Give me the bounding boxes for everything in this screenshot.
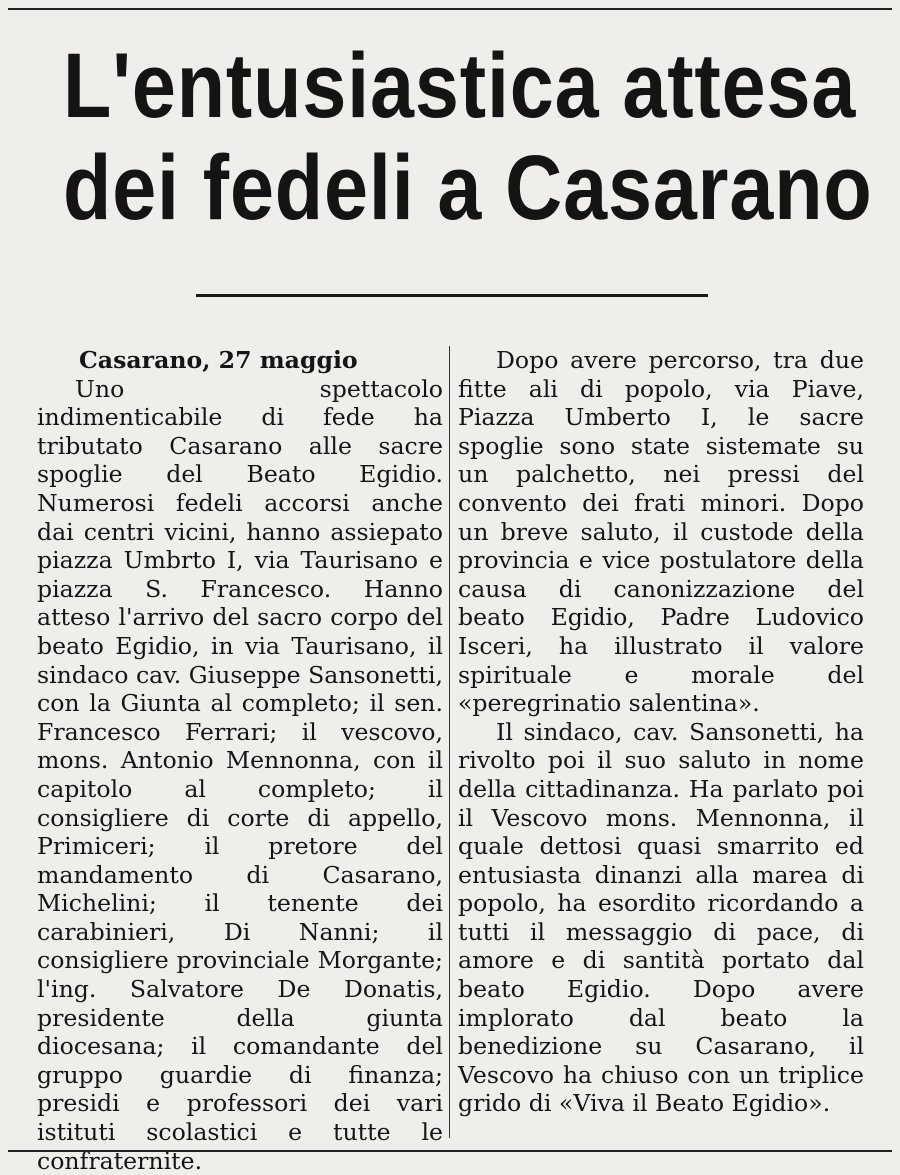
column-divider bbox=[449, 346, 450, 1138]
right-column-paragraph-1: Dopo avere percorso, tra due fitte ali di popolo, via Piave, Piazza Umberto I, le sacre spoglie sono state sistemate su un palchetto, nei pressi del convento dei frati minori. Dopo un breve saluto, il custode della provincia e vice postulatore della causa di canonizzazione del beato Egidio, Padre Ludovico Isceri, ha illustrato il valore spirituale e morale del «peregrinatio salentina». bbox=[458, 346, 864, 718]
right-column bbox=[458, 346, 864, 1118]
article-body bbox=[37, 346, 892, 1175]
headline-underline-rule bbox=[196, 294, 708, 297]
dateline: Casarano, 27 maggio bbox=[79, 346, 358, 374]
bottom-border-rule bbox=[8, 1150, 892, 1152]
top-border-rule bbox=[8, 8, 892, 10]
headline-line-2: dei fedeli a Casarano bbox=[63, 137, 873, 239]
left-column bbox=[37, 346, 443, 1175]
article-headline bbox=[63, 35, 873, 239]
right-column-paragraph-2: Il sindaco, cav. Sansonetti, ha rivolto poi il suo saluto in nome della cittadinanza. Ha parlato poi il Vescovo mons. Mennonna, il quale dettosi quasi smarrito ed entusiasta dinanzi alla marea di popolo, ha esordito ricordando a tutti il messaggio di pace, di amore e di santità portato dal beato Egidio. Dopo avere implorato dal beato la benedizione su Casarano, il Vescovo ha chiuso con un triplice grido di «Viva il Beato Egidio». bbox=[458, 717, 864, 1118]
left-column-paragraph: Uno spettacolo indimenticabile di fede ha tributato Casarano alle sacre spoglie del Beato Egidio. Numerosi fedeli accorsi anche dai centri vicini, hanno assiepato piazza Umbrto I, via Taurisano e piazza S. Francesco. Hanno atteso l'arrivo del sacro corpo del beato Egidio, in via Taurisano, il sindaco cav. Giuseppe Sansonetti, con la Giunta al completo; il sen. Francesco Ferrari; il vescovo, mons. Antonio Mennonna, con il capitolo al completo; il consigliere di corte di appello, Primiceri; il pretore del mandamento di Casarano, Michelini; il tenente dei carabinieri, Di Nanni; il consigliere provinciale Morgante; l'ing. Salvatore De Donatis, presidente della giunta diocesana; il comandante del gruppo guardie di finanza; presidi e professori dei vari istituti scolastici e tutte le confraternite. bbox=[37, 374, 443, 1175]
headline-line-1: L'entusiastica attesa bbox=[63, 35, 857, 137]
